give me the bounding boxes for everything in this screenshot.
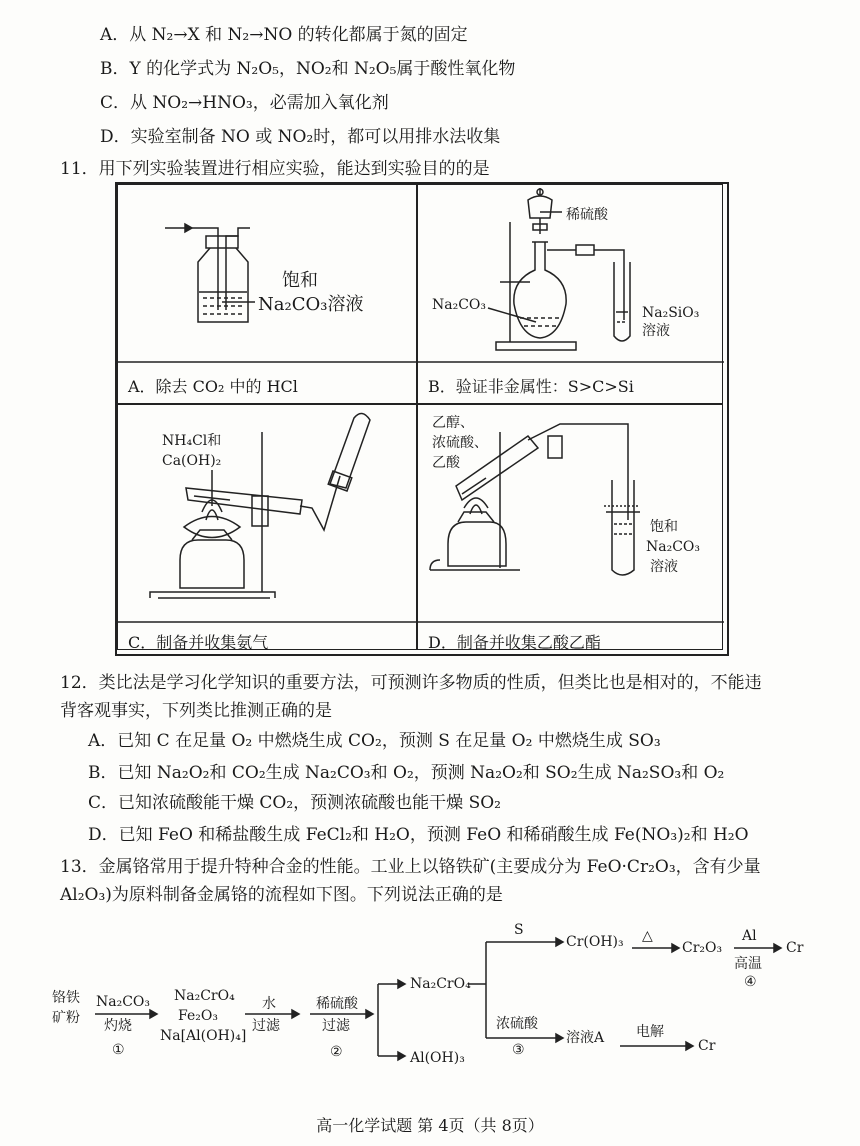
d-label-solution: 溶液 (650, 559, 678, 575)
wash-bottle-a (165, 224, 255, 322)
flow-dilute-acid: 稀硫酸 (316, 996, 358, 1012)
flow-cr-bottom: Cr (698, 1038, 716, 1054)
c-label-caoh2: Ca(OH)₂ (162, 453, 222, 469)
flow-step1-number: ① (112, 1042, 125, 1058)
caption-c: C．制备并收集氨气 (128, 633, 269, 652)
flow-croh3: Cr(OH)₃ (566, 934, 624, 950)
a-label-saturated: 饱和 (282, 270, 318, 291)
caption-a: A．除去 CO₂ 中的 HCl (128, 377, 298, 396)
d-label-ethanol: 乙醇、 (432, 415, 474, 431)
flow-filter-2: 过滤 (322, 1018, 350, 1034)
q10-option-c: C．从 NO₂→HNO₃，必需加入氧化剂 (100, 93, 389, 113)
flow-mix-fe2o3: Fe₂O₃ (178, 1008, 218, 1024)
flow-conc-acid: 浓硫酸 (496, 1016, 538, 1032)
page-footer: 高一化学试题 第 4页（共 8页） (316, 1116, 544, 1135)
flow-mix-na2cro4: Na₂CrO₄ (174, 988, 235, 1004)
b-label-acid: 稀硫酸 (566, 207, 608, 223)
flow-ore-1: 铬铁 (52, 990, 80, 1006)
q10-option-d: D．实验室制备 NO 或 NO₂时，都可以用排水法收集 (100, 127, 501, 147)
flow-water: 水 (262, 996, 276, 1012)
flow-step1-condition: 灼烧 (104, 1018, 132, 1034)
c-label-nh4cl: NH₄Cl和 (162, 433, 222, 449)
flow-step4-number: ④ (744, 974, 757, 990)
flow-step2-number: ② (330, 1044, 343, 1060)
q11-stem: 11．用下列实验装置进行相应实验，能达到实验目的的是 (60, 159, 490, 179)
b-label-na2co3: Na₂CO₃ (432, 297, 487, 313)
flask-setup-b (488, 188, 630, 350)
q12-option-d: D．已知 FeO 和稀盐酸生成 FeCl₂和 H₂O，预测 FeO 和稀硝酸生成 Fe(NO₃)₂和 H₂O (88, 825, 749, 845)
flow-cr2o3: Cr₂O₃ (682, 940, 723, 956)
b-label-solution: 溶液 (642, 323, 670, 339)
flow-al: Al (742, 928, 757, 944)
q12-option-c: C．已知浓硫酸能干燥 CO₂，预测浓硫酸也能干燥 SO₂ (88, 793, 501, 813)
flow-aloh3: Al(OH)₃ (410, 1050, 465, 1066)
flow-step3-number: ③ (512, 1042, 525, 1058)
flow-high-temp: 高温 (734, 956, 762, 972)
q12-stem-2: 背客观事实，下列类比推测正确的是 (60, 701, 332, 721)
flow-sulfur: S (514, 922, 524, 938)
d-label-saturated: 饱和 (650, 519, 678, 535)
flow-cr-top: Cr (786, 940, 804, 956)
flow-mix-naaloh4: Na[Al(OH)₄] (160, 1028, 247, 1044)
q12-option-b: B．已知 Na₂O₂和 CO₂生成 Na₂CO₃和 O₂，预测 Na₂O₂和 SO₂生成 Na₂SO₃和 O₂ (88, 763, 725, 783)
d-label-acetic: 乙酸 (432, 455, 460, 471)
flow-ore-2: 矿粉 (52, 1010, 80, 1026)
q10-option-a: A．从 N₂→X 和 N₂→NO 的转化都属于氮的固定 (100, 25, 468, 45)
flow-solution-a: 溶液A (566, 1030, 605, 1046)
caption-b: B．验证非金属性：S>C>Si (428, 377, 634, 396)
flow-na2cro4: Na₂CrO₄ (410, 976, 471, 992)
a-label-solution: Na₂CO₃溶液 (258, 294, 364, 315)
q13-stem-2: Al₂O₃)为原料制备金属铬的流程如下图。下列说法正确的是 (60, 885, 503, 905)
flow-heat: △ (642, 928, 653, 944)
d-label-na2co3: Na₂CO₃ (646, 539, 701, 555)
b-label-na2sio3: Na₂SiO₃ (642, 305, 700, 321)
flow-step1-reagent: Na₂CO₃ (96, 994, 151, 1010)
d-label-h2so4: 浓硫酸、 (432, 435, 488, 451)
caption-d: D．制备并收集乙酸乙酯 (428, 633, 601, 652)
q13-stem-1: 13．金属铬常用于提升特种合金的性能。工业上以铬铁矿(主要成分为 FeO·Cr₂O₃，含有少量 (60, 857, 761, 877)
flow-filter-1: 过滤 (252, 1018, 280, 1034)
flow-electrolysis: 电解 (636, 1024, 664, 1040)
q12-stem-1: 12．类比法是学习化学知识的重要方法，可预测许多物质的性质，但类比也是相对的，不能违 (60, 673, 762, 693)
q10-option-b: B．Y 的化学式为 N₂O₅，NO₂和 N₂O₅属于酸性氧化物 (100, 59, 516, 79)
q12-option-a: A．已知 C 在足量 O₂ 中燃烧生成 CO₂，预测 S 在足量 O₂ 中燃烧生成 SO₃ (88, 731, 661, 751)
